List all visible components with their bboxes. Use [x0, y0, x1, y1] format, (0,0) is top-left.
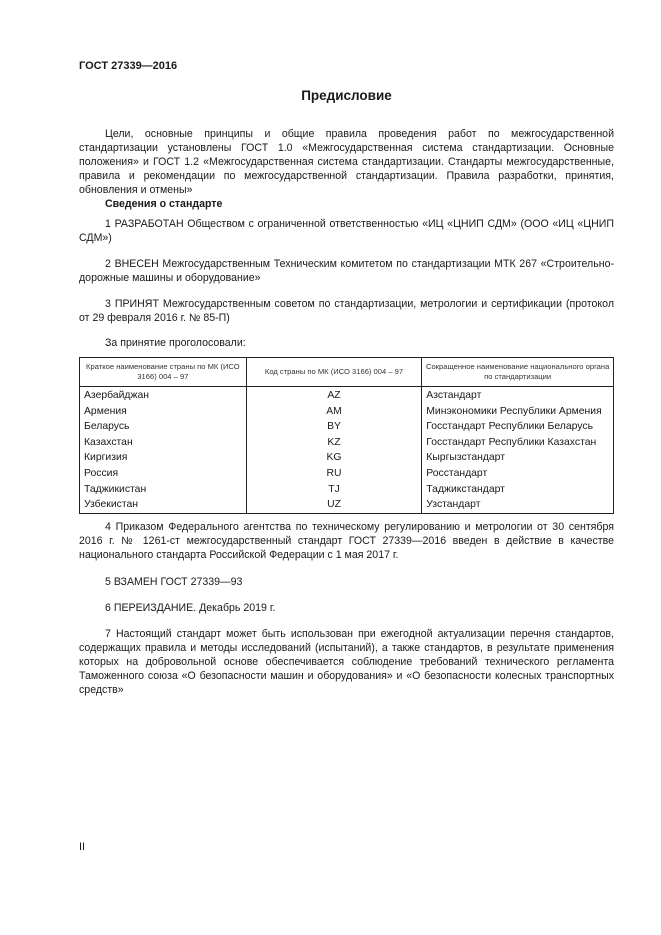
table-row: [80, 435, 614, 451]
table-row: [80, 404, 614, 420]
country-cell: Узбекистан: [80, 497, 247, 513]
table-row: [80, 450, 614, 466]
page-number: II: [79, 841, 86, 853]
intro-paragraph: Цели, основные принципы и общие правила проведения работ по межгосударственной стандартизации установлены ГОСТ 1.0 «Межгосударственная система стандартизации. Основные положения» и ГОСТ 1.2 «Межгосударственная система стандартизации. Стандарты межгосударственные, правила и рекомендации по межгосударственной стандартизации. Правила разработки, принятия, обновления и отмены»: [79, 128, 614, 196]
header-body: Сокращенное наименование национального органа по стандартизации: [422, 358, 614, 387]
body-cell: Госстандарт Республики Беларусь: [422, 419, 614, 435]
item-6: 6 ПЕРЕИЗДАНИЕ. Декабрь 2019 г.: [105, 602, 276, 614]
country-cell: Азербайджан: [80, 387, 247, 404]
table-header-row: [80, 358, 614, 387]
header-code: Код страны по МК (ИСО 3166) 004 – 97: [246, 358, 422, 387]
section-subheading: Сведения о стандарте: [105, 198, 223, 210]
item-2: 2 ВНЕСЕН Межгосударственным Техническим комитетом по стандартизации МТК 267 «Строительно-дорожные машины и оборудование»: [79, 258, 614, 284]
body-cell: Росстандарт: [422, 466, 614, 482]
country-cell: Армения: [80, 404, 247, 420]
code-cell: RU: [246, 466, 422, 482]
table-row: [80, 419, 614, 435]
body-cell: Кыргызстандарт: [422, 450, 614, 466]
table-row: [80, 466, 614, 482]
page-title: Предисловие: [301, 88, 392, 103]
standard-code: ГОСТ 27339—2016: [79, 60, 178, 72]
code-cell: AM: [246, 404, 422, 420]
body-cell: Азстандарт: [422, 387, 614, 404]
code-cell: BY: [246, 419, 422, 435]
body-cell: Таджикстандарт: [422, 482, 614, 498]
code-cell: KG: [246, 450, 422, 466]
body-cell: Госстандарт Республики Казахстан: [422, 435, 614, 451]
code-cell: AZ: [246, 387, 422, 404]
item-4: 4 Приказом Федерального агентства по техническому регулированию и метрологии от 30 сентября 2016 г. № 1261-ст межгосударственный стандарт ГОСТ 27339—2016 введен в действие в качестве национального стандарта Российской Федерации с 1 мая 2017 г.: [79, 521, 614, 561]
code-cell: TJ: [246, 482, 422, 498]
item-7: 7 Настоящий стандарт может быть использован при ежегодной актуализации перечня стандартов, содержащих правила и методы исследований (испытаний), а также стандартов, в результате применения которых на добровольной основе обеспечивается соблюдение требований технического регламента Таможенного союза «О безопасности машин и оборудования» и «О безопасности колесных транспортных средств»: [79, 628, 614, 696]
code-cell: UZ: [246, 497, 422, 513]
item-3: 3 ПРИНЯТ Межгосударственным советом по стандартизации, метрологии и сертификации (протокол от 29 февраля 2016 г. № 85-П): [79, 298, 614, 324]
country-cell: Киргизия: [80, 450, 247, 466]
table-row: [80, 497, 614, 513]
body-cell: Узстандарт: [422, 497, 614, 513]
table-row: [80, 482, 614, 498]
header-country: Краткое наименование страны по МК (ИСО 3166) 004 – 97: [80, 358, 247, 387]
code-cell: KZ: [246, 435, 422, 451]
voting-table: [79, 357, 614, 514]
table-row: [80, 387, 614, 404]
vote-label: За принятие проголосовали:: [105, 337, 246, 349]
item-1: 1 РАЗРАБОТАН Обществом с ограниченной ответственностью «ИЦ «ЦНИП СДМ» (ООО «ИЦ «ЦНИП СДМ»): [79, 218, 614, 244]
country-cell: Беларусь: [80, 419, 247, 435]
country-cell: Таджикистан: [80, 482, 247, 498]
country-cell: Россия: [80, 466, 247, 482]
country-cell: Казахстан: [80, 435, 247, 451]
item-5: 5 ВЗАМЕН ГОСТ 27339—93: [105, 576, 243, 588]
body-cell: Минэкономики Республики Армения: [422, 404, 614, 420]
